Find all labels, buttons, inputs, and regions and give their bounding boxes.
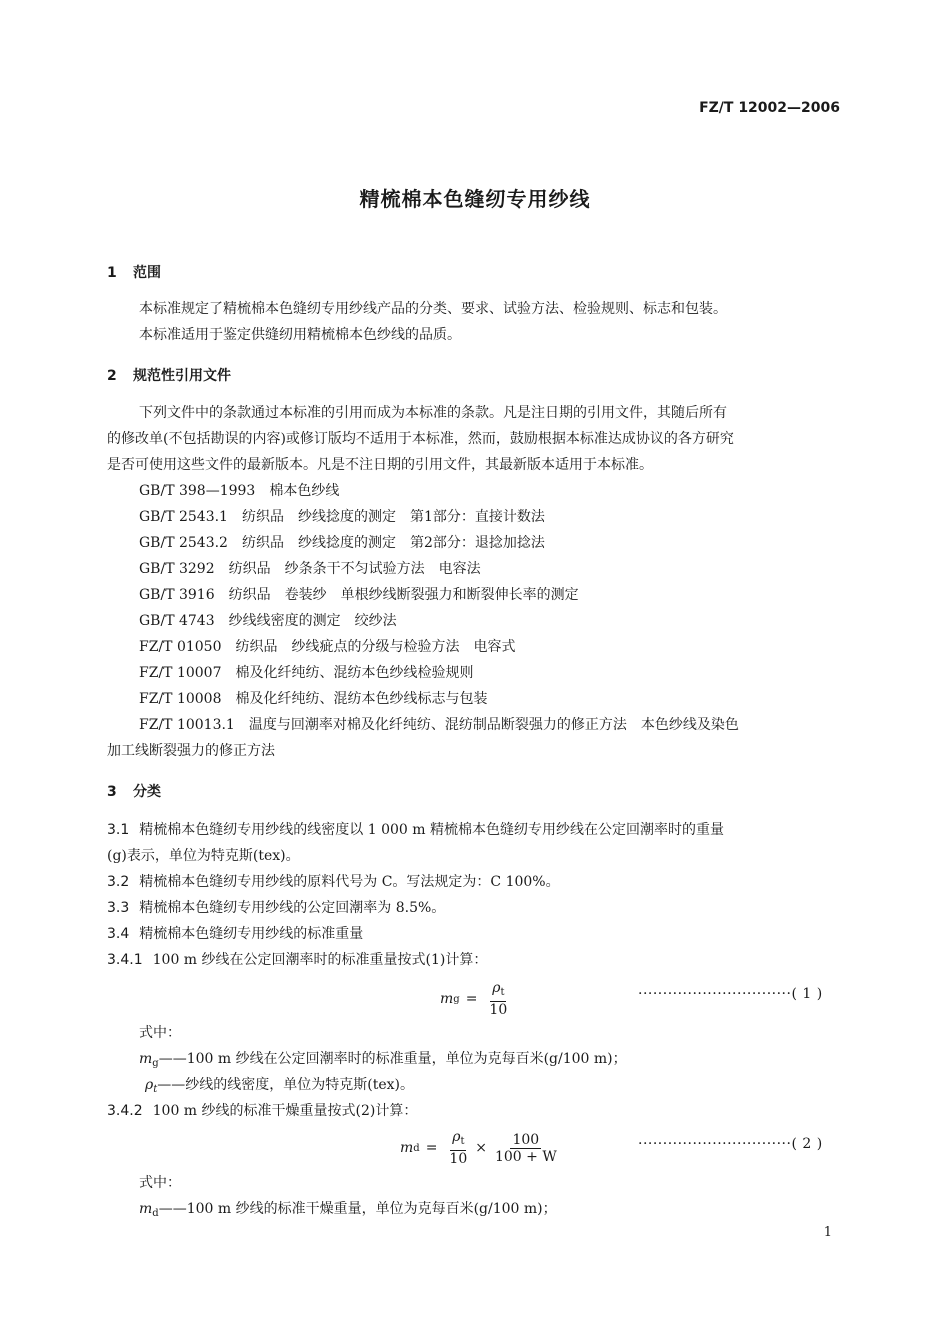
clause-3-3 [107,897,445,917]
reference-code: FZ/T 10008 [139,691,222,707]
fraction-1 [447,1129,469,1167]
reference-code: GB/T 398—1993 [139,483,256,499]
section-1-heading [107,262,161,282]
clause-3-4 [107,923,363,943]
numerator [490,980,506,1002]
equation-2 [400,1129,563,1167]
reference-item [139,636,515,656]
numerator-subscript: t [500,987,505,998]
clause-number: 3.2 [107,874,130,890]
clause-number: 3.4.2 [107,1103,143,1119]
reference-title: 棉及化纤纯纺、混纺本色纱线检验规则 [235,665,474,681]
definition-symbol: m [139,1201,153,1217]
reference-item [139,714,739,734]
paragraph: 下列文件中的条款通过本标准的引用而成为本标准的条款。凡是注日期的引用文件，其随后所有 [139,405,727,421]
definition-text: ——100 m 纱线在公定回潮率时的标准重量，单位为克每百米(g/100 m)； [158,1051,627,1067]
standard-code: FZ/T 12002—2006 [699,100,840,116]
reference-code: GB/T 3292 [139,561,215,577]
paragraph: 的修改单(不包括勘误的内容)或修订版均不适用于本标准，然而，鼓励根据本标准达成协议的各方研究 [107,431,734,447]
reference-item [139,480,339,500]
reference-code: GB/T 2543.1 [139,509,228,525]
reference-title: 纺织品 纱条条干不匀试验方法 电容法 [228,561,481,577]
paragraph: 本标准适用于鉴定供缝纫用精梳棉本色纱线的品质。 [139,327,461,343]
section-number: 1 [107,265,117,281]
section-3-heading [107,781,161,801]
reference-continuation: 加工线断裂强力的修正方法 [107,743,275,759]
reference-title: 棉及化纤纯纺、混纺本色纱线标志与包装 [235,691,488,707]
reference-item [139,532,545,552]
definition-text: ——纱线的线密度，单位为特克斯(tex)。 [157,1077,414,1093]
clause-text: 精梳棉本色缝纫专用纱线的线密度以 1 000 m 精梳棉本色缝纫专用纱线在公定回潮率时的重量 [139,822,724,838]
reference-item [139,688,487,708]
reference-code: GB/T 3916 [139,587,215,603]
numerator-subscript: t [460,1136,465,1147]
clause-number: 3.3 [107,900,130,916]
equals-sign: = [465,991,478,1007]
section-number: 2 [107,368,117,384]
reference-title: 纺织品 卷装纱 单根纱线断裂强力和断裂伸长率的测定 [228,587,579,603]
section-2-heading [107,365,231,385]
numerator [450,1129,466,1151]
fraction-2 [493,1132,559,1165]
reference-item [139,558,481,578]
clause-number: 3.4.1 [107,952,143,968]
equation-1-leader [638,986,823,1002]
equation-number: ( 1 ) [791,986,823,1002]
reference-item [139,610,397,630]
reference-title: 纺织品 纱线捻度的测定 第1部分：直接计数法 [241,509,545,525]
section-title: 分类 [133,784,161,800]
clause-3-4-1 [107,949,487,969]
clause-number: 3.1 [107,822,130,838]
where-label: 式中： [139,1175,181,1191]
equation-1 [440,980,513,1018]
definition-symbol: ρ [145,1077,154,1093]
paragraph: 是否可使用这些文件的最新版本。凡是不注日期的引用文件，其最新版本适用于本标准。 [107,457,653,473]
clause-text: 精梳棉本色缝纫专用纱线的公定回潮率为 8.5%。 [139,900,446,916]
definition-mg [139,1048,627,1069]
definition-subscript: g [152,1058,159,1069]
definition-subscript: d [152,1208,159,1219]
reference-title: 温度与回潮率对棉及化纤纯纺、混纺制品断裂强力的修正方法 本色纱线及染色 [248,717,739,733]
definition-symbol: m [139,1051,153,1067]
eq-lhs-subscript: d [413,1142,420,1154]
clause-3-2 [107,871,560,891]
reference-code: GB/T 2543.2 [139,535,228,551]
reference-code: GB/T 4743 [139,613,215,629]
eq-lhs: m [400,1140,414,1156]
definition-md [139,1198,557,1219]
denominator: 10 [489,1002,508,1018]
reference-title: 棉本色纱线 [269,483,340,499]
clause-text: 精梳棉本色缝纫专用纱线的原料代号为 C。写法规定为：C 100%。 [139,874,560,890]
reference-item [139,506,545,526]
definition-subscript: t [153,1084,158,1095]
clause-text: 100 m 纱线在公定回潮率时的标准重量按式(1)计算： [152,952,488,968]
leader-dots: ······························· [638,986,792,1002]
clause-number: 3.4 [107,926,130,942]
equation-2-leader [638,1136,823,1152]
clause-3-1 [107,819,724,839]
eq-lhs: m [440,991,454,1007]
page-number: 1 [823,1225,832,1240]
page-title: 精梳棉本色缝纫专用纱线 [359,187,591,211]
section-title: 范围 [133,265,161,281]
leader-dots: ······························· [638,1136,792,1152]
numerator-symbol: ρ [492,980,501,996]
definition-rho [145,1074,414,1095]
clause-text: 精梳棉本色缝纫专用纱线的标准重量 [139,926,364,942]
clause-3-4-2 [107,1100,417,1120]
reference-code: FZ/T 10013.1 [139,717,235,733]
reference-code: FZ/T 01050 [139,639,222,655]
eq-lhs-subscript: g [453,993,460,1005]
clause-text: 100 m 纱线的标准干燥重量按式(2)计算： [152,1103,418,1119]
reference-title: 纺织品 纱线疵点的分级与检验方法 电容式 [235,639,516,655]
definition-text: ——100 m 纱线的标准干燥重量，单位为克每百米(g/100 m)； [158,1201,557,1217]
times-sign: × [475,1140,487,1156]
reference-item [139,584,579,604]
fraction [487,980,509,1018]
paragraph: 本标准规定了精梳棉本色缝纫专用纱线产品的分类、要求、试验方法、检验规则、标志和包装。 [139,301,727,317]
numerator: 100 [512,1131,540,1148]
equals-sign: = [425,1140,438,1156]
clause-text-continuation: (g)表示，单位为特克斯(tex)。 [107,848,300,864]
numerator-symbol: ρ [452,1129,461,1145]
denominator: 100 + W [494,1148,557,1165]
reference-title: 纱线线密度的测定 绞纱法 [228,613,397,629]
denominator: 10 [449,1151,468,1167]
section-number: 3 [107,784,117,800]
section-title: 规范性引用文件 [133,368,231,384]
reference-title: 纺织品 纱线捻度的测定 第2部分：退捻加捻法 [241,535,545,551]
equation-number: ( 2 ) [791,1136,823,1152]
reference-item [139,662,473,682]
reference-code: FZ/T 10007 [139,665,222,681]
where-label: 式中： [139,1025,181,1041]
